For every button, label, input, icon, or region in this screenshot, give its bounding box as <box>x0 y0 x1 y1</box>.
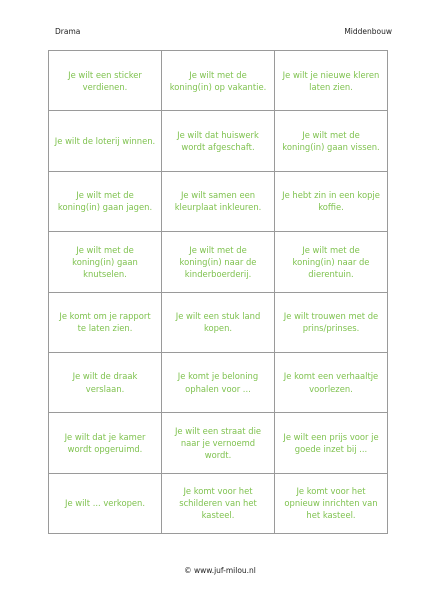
card-22: Je wilt ... verkopen. <box>49 474 162 534</box>
card-3: Je wilt je nieuwe kleren laten zien. <box>275 51 388 111</box>
card-20: Je wilt een straat die naar je vernoemd wordt. <box>162 413 275 473</box>
card-23: Je komt voor het schilderen van het kasteel. <box>162 474 275 534</box>
card-18: Je komt een verhaaltje voorlezen. <box>275 353 388 413</box>
card-24: Je komt voor het opnieuw inrichten van het kasteel. <box>275 474 388 534</box>
card-7: Je wilt met de koning(in) gaan jagen. <box>49 172 162 232</box>
card-11: Je wilt met de koning(in) naar de kinderboerderij. <box>162 232 275 292</box>
card-2: Je wilt met de koning(in) op vakantie. <box>162 51 275 111</box>
header-subject: Drama <box>55 27 81 36</box>
card-17: Je komt je beloning ophalen voor ... <box>162 353 275 413</box>
card-12: Je wilt met de koning(in) naar de dierentuin. <box>275 232 388 292</box>
card-4: Je wilt de loterij winnen. <box>49 111 162 171</box>
card-6: Je wilt met de koning(in) gaan vissen. <box>275 111 388 171</box>
header-level: Middenbouw <box>344 27 392 36</box>
card-21: Je wilt een prijs voor je goede inzet bij ... <box>275 413 388 473</box>
footer-copyright: © www.juf-milou.nl <box>184 566 256 575</box>
card-10: Je wilt met de koning(in) gaan knutselen. <box>49 232 162 292</box>
card-grid <box>48 50 388 534</box>
card-1: Je wilt een sticker verdienen. <box>49 51 162 111</box>
card-14: Je wilt een stuk land kopen. <box>162 293 275 353</box>
card-9: Je hebt zin in een kopje koffie. <box>275 172 388 232</box>
card-5: Je wilt dat huiswerk wordt afgeschaft. <box>162 111 275 171</box>
card-19: Je wilt dat je kamer wordt opgeruimd. <box>49 413 162 473</box>
card-13: Je komt om je rapport te laten zien. <box>49 293 162 353</box>
card-16: Je wilt de draak verslaan. <box>49 353 162 413</box>
card-15: Je wilt trouwen met de prins/prinses. <box>275 293 388 353</box>
card-8: Je wilt samen een kleurplaat inkleuren. <box>162 172 275 232</box>
